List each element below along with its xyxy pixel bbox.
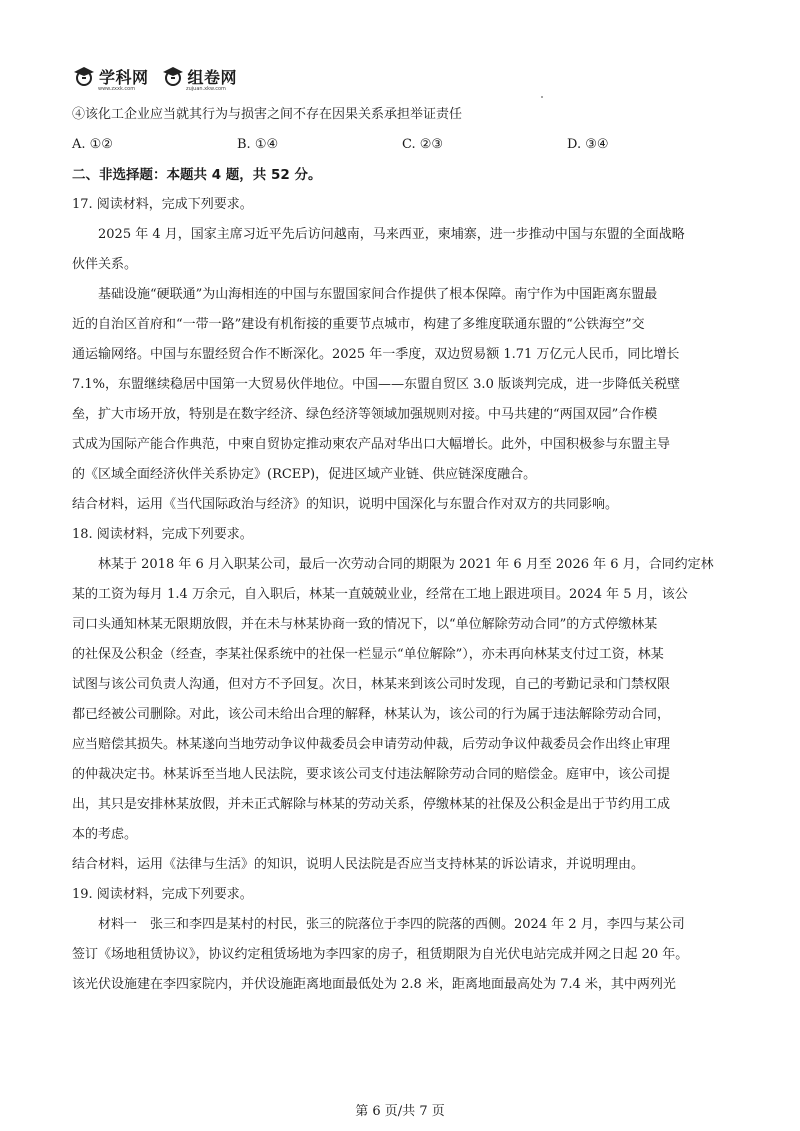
q18-line: 都已经被公司删除。对此，该公司未给出合理的解释，林某认为，该公司的行为属于违法解除劳动合同， [72,707,671,722]
q18-line: 的社保及公积金（经查，李某社保系统中的社保一栏显示“单位解除”），亦未再向林某支付过工资，林某 [72,647,664,662]
q18-line: 某的工资为每月 1.4 万余元，自入职后，林某一直兢兢业业，经常在工地上跟进项目。2024 年 5 月，该公 [72,587,688,602]
option-b: B. ①④ [237,137,279,152]
q18-line: 试图与该公司负责人沟通，但对方不予回复。次日，林某来到该公司时发现，自己的考勤记录和门禁权限 [72,677,671,692]
q17-line: 基础设施“硬联通”为山海相连的中国与东盟国家间合作提供了根本保障。南宁作为中国距离东盟最 [98,287,658,302]
q18-line: 林某于 2018 年 6 月入职某公司，最后一次劳动合同的期限为 2021 年 6 月至 2026 年 6 月，合同约定林 [98,557,714,572]
option-a: A. ①② [72,137,113,152]
q19-line: 签订《场地租赁协议》，协议约定租赁场地为李四家的房子，租赁期限为自光伏电站完成并网之日起 20 年。 [72,947,689,962]
q17-line: 2025 年 4 月，国家主席习近平先后访问越南，马来西亚，柬埔寨，进一步推动中国与东盟的全面战略 [98,227,685,242]
q18-line: 应当赔偿其损失。林某遂向当地劳动争议仲裁委员会申请劳动仲裁，后劳动争议仲裁委员会作出终止审理 [72,737,671,752]
page-footer: 第 6 页/共 7 页 [355,1104,445,1119]
q19-line: 材料一 张三和李四是某村的村民，张三的院落位于李四的院落的西侧。2024 年 2 月，李四与某公司 [98,917,685,932]
q18-line: 的仲裁决定书。林某诉至当地人民法院，要求该公司支付违法解除劳动合同的赔偿金。庭审中，该公司提 [72,767,671,782]
q17-question: 结合材料，运用《当代国际政治与经济》的知识，说明中国深化与东盟合作对双方的共同影响。 [72,497,619,512]
logo-zujuan-url: zujuan.xkw.com [186,86,226,92]
logo-zxxk-url: www.zxxk.com [98,86,136,92]
q18-line: 司口头通知林某无限期放假，并在未与林某协商一致的情况下，以“单位解除劳动合同”的方式停缴林某 [72,617,658,632]
q18-question: 结合材料，运用《法律与生活》的知识，说明人民法院是否应当支持林某的诉讼请求，并说明理由。 [72,857,645,872]
q19-stem: 19. 阅读材料，完成下列要求。 [72,887,253,902]
q17-line: 伙伴关系。 [72,257,138,272]
exam-content [72,100,732,1000]
q18-line: 出，其只是安排林某放假，并未正式解除与林某的劳动关系，停缴林某的社保及公积金是出于节约用工成 [72,797,671,812]
q17-line: 近的自治区首府和“一带一路”建设有机衔接的重要节点城市，构建了多维度联通东盟的“公铁海空”交 [72,317,645,332]
q16-item4: ④该化工企业应当就其行为与损害之间不存在因果关系承担举证责任 [72,107,463,122]
option-c: C. ②③ [402,137,444,152]
q16-options [72,130,732,160]
q17-line: 通运输网络。中国与东盟经贸合作不断深化。2025 年一季度，双边贸易额 1.71 万亿元人民币，同比增长 [72,347,680,362]
logo-zujuan [161,65,238,88]
option-d: D. ③④ [567,137,609,152]
graduation-cap-icon [72,65,96,87]
q19-line: 该光伏设施建在李四家院内，并伏设施距离地面最低处为 2.8 米，距离地面最高处为 7.4 米，其中两列光 [72,977,676,992]
logo-zxxk [72,65,149,88]
q17-line: 7.1%，东盟继续稳居中国第一大贸易伙伴地位。中国——东盟自贸区 3.0 版谈判完成，进一步降低关税壁 [72,377,680,392]
q17-line: 垒，扩大市场开放，特别是在数字经济、绿色经济等领域加强规则对接。中马共建的“两国双园”合作模 [72,407,658,422]
q18-line: 本的考虑。 [72,827,138,842]
graduation-cap-icon [161,65,185,87]
q17-stem: 17. 阅读材料，完成下列要求。 [72,197,253,212]
stray-mark [541,96,543,98]
logo-zxxk-text: 学科网 [99,67,149,87]
section-title: 二、非选择题：本题共 4 题，共 52 分。 [72,167,322,183]
q17-line: 的《区域全面经济伙伴关系协定》(RCEP)，促进区域产业链、供应链深度融合。 [72,467,537,482]
logo-zujuan-text: 组卷网 [187,67,238,87]
q17-line: 式成为国际产能合作典范，中柬自贸协定推动柬农产品对华出口大幅增长。此外，中国积极参与东盟主导 [72,437,671,452]
q18-stem: 18. 阅读材料，完成下列要求。 [72,527,253,542]
